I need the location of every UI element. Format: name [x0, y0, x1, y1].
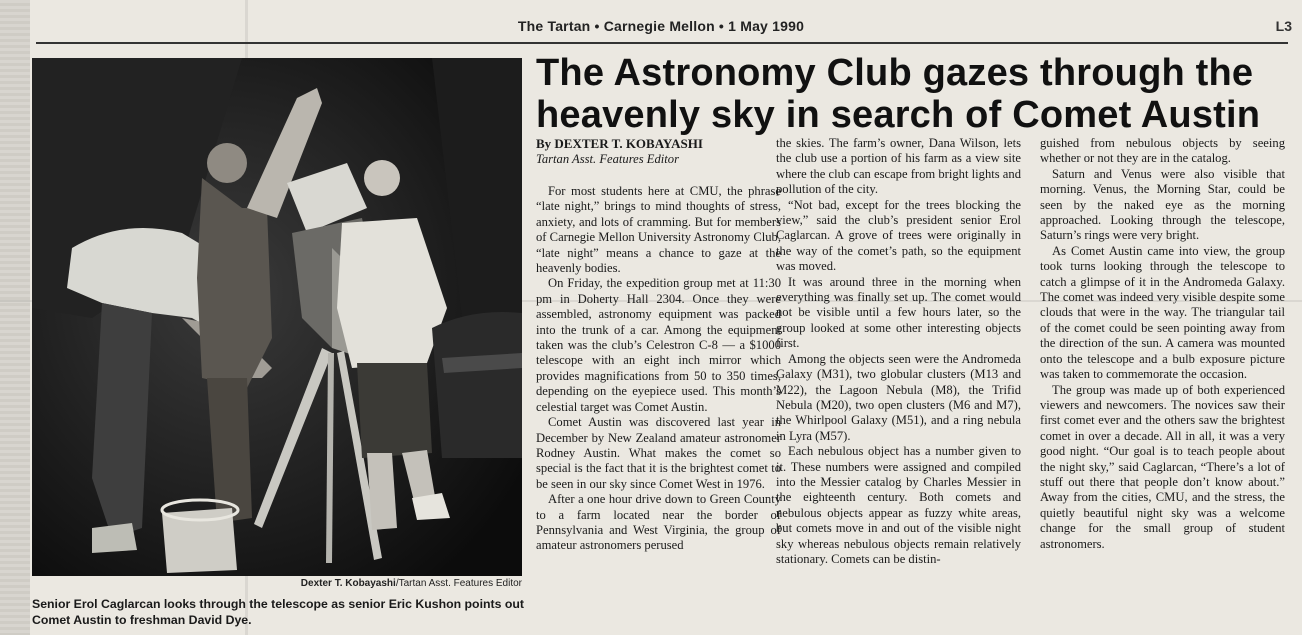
article-column-1: [536, 184, 781, 554]
article-paragraph: Comet Austin was discovered last year in December by New Zealand amateur astronomer Rodney Austin. What makes the comet so special is the fact that it is the brightest comet to be seen in our sky since Comet West in 1976.: [536, 415, 781, 491]
photo-credit-name: Dexter T. Kobayashi: [300, 578, 396, 589]
article-paragraph: the skies. The farm’s owner, Dana Wilson, lets the club use a portion of his farm as a view site where the club can escape from bright lights and pollution of the city.: [776, 136, 1021, 197]
article-paragraph: For most students here at CMU, the phrase “late night,” brings to mind thoughts of stress, anxiety, and lots of cramming. But for members of Carnegie Mellon University Astronomy Club, “late night” means a chance to gaze at the heavenly bodies.: [536, 184, 781, 276]
photo-illustration: [32, 58, 522, 576]
article-column-2: [776, 136, 1021, 567]
article-paragraph: It was around three in the morning when everything was finally set up. The comet would not be visible until a few hours later, so the group looked at some other interesting objects first.: [776, 274, 1021, 351]
photo-caption: [32, 596, 528, 628]
article-paragraph: Each nebulous object has a number given to it. These numbers were assigned and compiled into the Messier catalog by Charles Messier in the eighteenth century. Both comets and nebulous objects appear as fuzzy white areas, but comets move in and out of the visible night sky whereas nebulous objects remain relatively stationary. Comets can be distin-: [776, 444, 1021, 566]
headline-line: heavenly sky in search of Comet Austin: [536, 94, 1261, 136]
article-paragraph: As Comet Austin came into view, the group took turns looking through the telescope to catch a glimpse of it in the Andromeda Galaxy. The comet was indeed very visible despite some clouds that were in the way. The triangular tail of the comet could be seen pointing away from the direction of the sun. A camera was mounted onto the telescope and a bulb exposure picture was taken to commemorate the occasion.: [1040, 243, 1285, 382]
masthead: The Tartan • Carnegie Mellon • 1 May 1990: [517, 18, 805, 34]
article-paragraph: “Not bad, except for the trees blocking the view,” said the club’s president senior Erol Caglarcan. A grove of trees were originally in the way of the comet’s path, so the equipment was moved.: [776, 197, 1021, 274]
article-paragraph: On Friday, the expedition group met at 11:30 pm in Doherty Hall 2304. Once they were assembled, astronomy equipment was packed into the trunk of a car. Among the equipment taken was the club’s Celestron C-8 — a $1000 telescope with an eight inch mirror which provides magnifications from 50 to 350 times, depending on the eyepiece used. This month’s celestial target was Comet Austin.: [536, 276, 781, 414]
header-rule: [36, 42, 1288, 44]
article-paragraph: guished from nebulous objects by seeing whether or not they are in the catalog.: [1040, 136, 1285, 166]
article-paragraph: After a one hour drive down to Green County to a farm located near the border of Pennsylvania and West Virginia, the group of amateur astronomers perused: [536, 492, 781, 553]
photo: [32, 58, 522, 576]
clipping-edge: [0, 0, 30, 635]
article-paragraph: Saturn and Venus were also visible that morning. Venus, the Morning Star, could be seen by the naked eye as the morning approached. Looking through the telescope, Saturn’s rings were very bright.: [1040, 166, 1285, 243]
headline-line: The Astronomy Club gazes through the: [536, 52, 1254, 94]
author-role: Tartan Asst. Features Editor: [536, 152, 679, 166]
masthead-bar: [30, 14, 1292, 42]
article-paragraph: The group was made up of both experienced viewers and newcomers. The novices saw their first comet ever and the others saw the brightest comet in over a decade. All in all, it was a very good night. “Our goal is to teach people about the night sky,” said Caglarcan, “There’s a lot of stuff out there that people don’t know about.” Away from the cities, CMU, and the stress, the quietly beautiful night sky was a welcome change for the small group of student astronomers.: [1040, 382, 1285, 551]
caption-line: Comet Austin to freshman David Dye.: [32, 613, 252, 627]
article-column-3: [1040, 136, 1285, 552]
byline: [536, 136, 766, 167]
article-paragraph: Among the objects seen were the Andromeda Galaxy (M31), two globular clusters (M13 and M22), the Lagoon Nebula (M8), the Trifid Nebula (M20), two open clusters (M6 and M7), the Whirlpool Galaxy (M51), and a ring nebula in Lyra (M57).: [776, 351, 1021, 443]
photo-credit: [32, 578, 522, 589]
caption-line: Senior Erol Caglarcan looks through the telescope as senior Eric Kushon points out: [32, 597, 524, 611]
author-name: By DEXTER T. KOBAYASHI: [536, 136, 703, 151]
page-number: L3: [1275, 18, 1292, 34]
headline: [536, 52, 1296, 136]
photo-credit-role: /Tartan Asst. Features Editor: [395, 578, 522, 589]
